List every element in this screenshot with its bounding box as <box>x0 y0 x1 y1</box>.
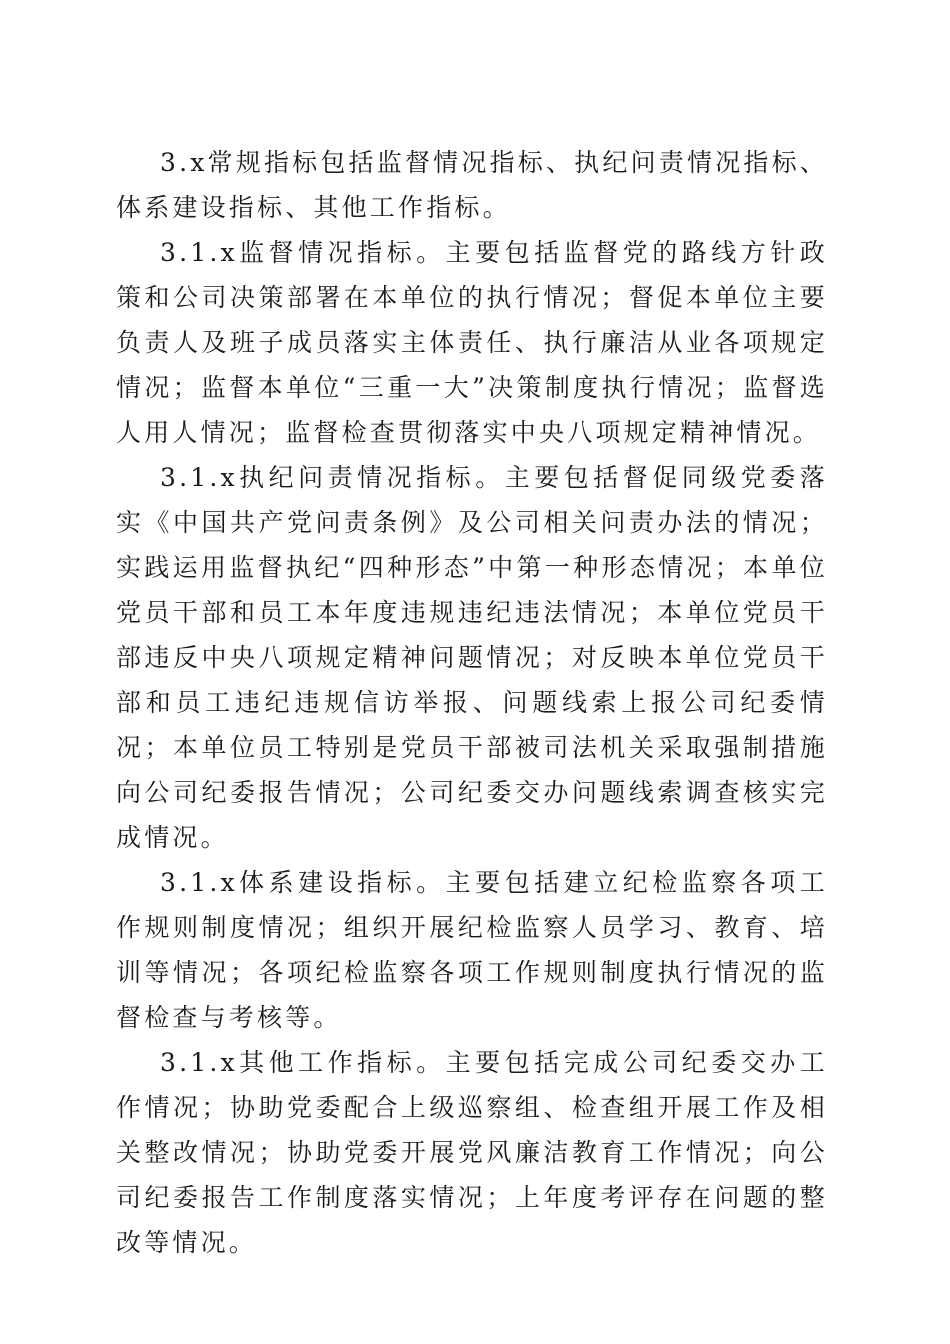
paragraph-discipline-accountability-indicators: 3.1.x执纪问责情况指标。主要包括督促同级党委落实《中国共产党问责条例》及公司相关问责办法的情况；实践运用监督执纪“四种形态”中第一种形态情况；本单位党员干部和员工本年度违规违纪违法情况；本单位党员干部违反中央八项规定精神问题情况；对反映本单位党员干部和员工违纪违规信访举报、问题线索上报公司纪委情况；本单位员工特别是党员干部被司法机关采取强制措施向公司纪委报告情况；公司纪委交办问题线索调查核实完成情况。 <box>116 463 828 852</box>
paragraph-other-work-indicators: 3.1.x其他工作指标。主要包括完成公司纪委交办工作情况；协助党委配合上级巡察组、检查组开展工作及相关整改情况；协助党委开展党风廉洁教育工作情况；向公司纪委报告工作制度落实情况；上年度考评存在问题的整改等情况。 <box>116 1048 828 1257</box>
paragraph-supervision-indicators: 3.1.x监督情况指标。主要包括监督党的路线方针政策和公司决策部署在本单位的执行情况；督促本单位主要负责人及班子成员落实主体责任、执行廉洁从业各项规定情况；监督本单位“三重一大”决策制度执行情况；监督选人用人情况；监督检查贯彻落实中央八项规定精神情况。 <box>116 238 828 447</box>
paragraph-system-building-indicators: 3.1.x体系建设指标。主要包括建立纪检监察各项工作规则制度情况；组织开展纪检监察人员学习、教育、培训等情况；各项纪检监察各项工作规则制度执行情况的监督检查与考核等。 <box>116 868 828 1032</box>
paragraph-regular-indicators: 3.x常规指标包括监督情况指标、执纪问责情况指标、体系建设指标、其他工作指标。 <box>116 148 828 222</box>
document-body <box>116 140 828 1265</box>
